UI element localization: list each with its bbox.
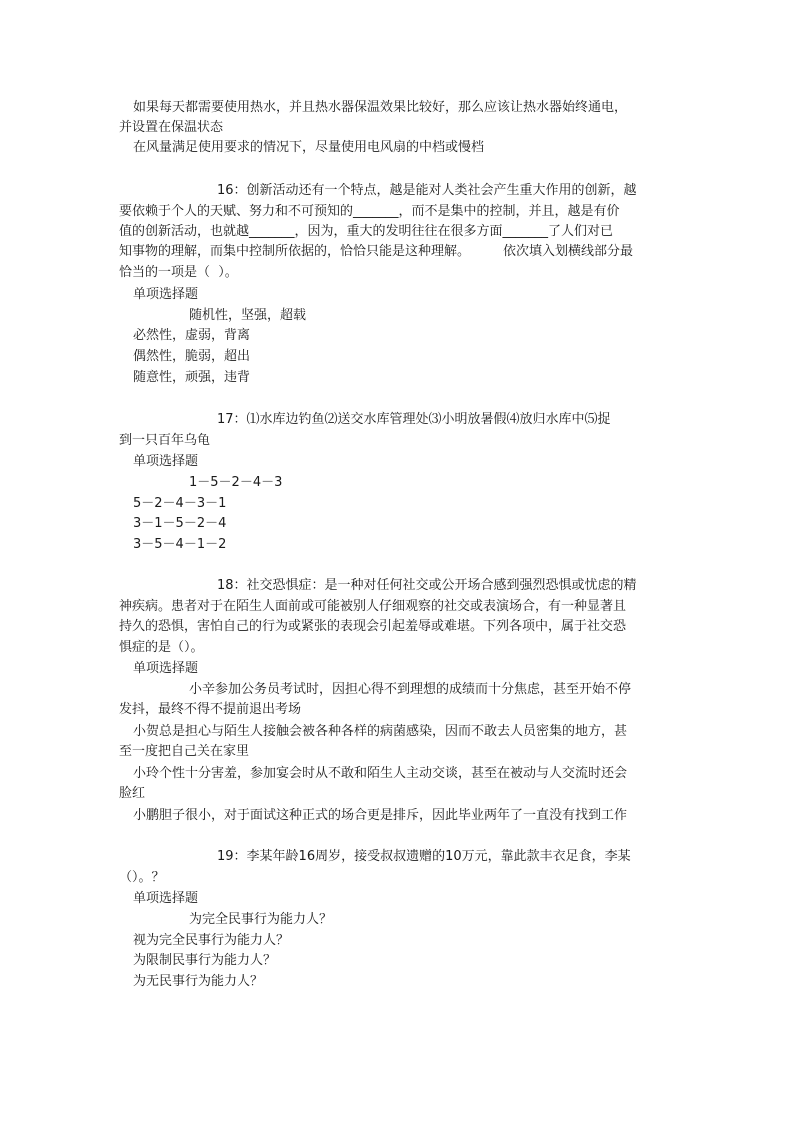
q19-question-type: 单项选择题 [133,891,199,906]
q18-stem-line-4: 惧症的是（）。 [119,640,204,655]
q16-option-b[interactable]: 必然性，虚弱，背离 [133,328,251,343]
q19-option-a[interactable]: 为完全民事行为能力人？ [189,912,333,927]
q17-option-b[interactable]: 5－2－4－3－1 [133,496,227,511]
q17-option-a[interactable]: 1－5－2－4－3 [189,475,283,490]
q19-option-b[interactable]: 视为完全民事行为能力人？ [133,933,290,948]
q19-option-d[interactable]: 为无民事行为能力人？ [133,974,264,989]
q16-stem-line-3: 值的创新活动，也就越_______，因为，重大的发明往往在很多方面_______了人们对已 [119,224,614,239]
q19-stem-line-2: （）。？ [119,870,165,885]
q16-stem-line-5: 恰当的一项是（ ）。 [119,265,238,280]
q16-stem-line-1: 16：创新活动还有一个特点，越是能对人类社会产生重大作用的创新，越 [217,183,637,198]
q18-stem-line-3: 持久的恐惧，害怕自己的行为或紧张的表现会引起羞辱或难堪。下列各项中，属于社交恐 [119,619,627,634]
intro-line-3: 在风量满足使用要求的情况下，尽量使用电风扇的中档或慢档 [133,140,485,155]
q18-question-type: 单项选择题 [133,661,199,676]
q16-option-a[interactable]: 随机性，坚强，超载 [189,308,307,323]
q18-option-b-line-1[interactable]: 小贺总是担心与陌生人接触会被各种各样的病菌感染，因而不敢去人员密集的地方，甚 [133,724,628,739]
q18-stem-line-1: 18：社交恐惧症：是一种对任何社交或公开场合感到强烈恐惧或忧虑的精 [217,578,637,593]
intro-line-2: 并设置在保温状态 [119,120,224,135]
q18-option-a-line-1[interactable]: 小辛参加公务员考试时，因担心得不到理想的成绩而十分焦虑，甚至开始不停 [189,682,632,697]
q16-question-type: 单项选择题 [133,287,199,302]
intro-line-1: 如果每天都需要使用热水，并且热水器保温效果比较好，那么应该让热水器始终通电， [133,100,628,115]
q18-option-a-line-2[interactable]: 发抖，最终不得不提前退出考场 [119,702,302,717]
q18-option-c-line-2[interactable]: 脸红 [119,786,146,801]
q17-question-type: 单项选择题 [133,454,199,469]
q16-option-c[interactable]: 偶然性，脆弱，超出 [133,349,251,364]
q18-stem-line-2: 神疾病。患者对于在陌生人面前或可能被别人仔细观察的社交或表演场合，有一种显著且 [119,599,627,614]
q17-stem-line-1: 17：⑴水库边钓鱼⑵送交水库管理处⑶小明放暑假⑷放归水库中⑸捉 [217,412,611,427]
q19-stem-line-1: 19：李某年龄16周岁，接受叔叔遗赠的10万元，靠此款丰衣足食，李某 [217,849,631,864]
q17-option-c[interactable]: 3－1－5－2－4 [133,516,227,531]
q16-option-d[interactable]: 随意性，顽强，违背 [133,370,251,385]
q19-option-c[interactable]: 为限制民事行为能力人？ [133,953,277,968]
q17-stem-line-2: 到一只百年乌龟 [119,433,211,448]
q18-option-b-line-2[interactable]: 至一度把自己关在家里 [119,744,250,759]
q16-stem-line-2: 要依赖于个人的天赋、努力和不可预知的_______，而不是集中的控制，并且，越是有价 [119,204,620,219]
q17-option-d[interactable]: 3－5－4－1－2 [133,537,227,552]
q16-stem-line-4: 知事物的理解，而集中控制所依据的，恰恰只能是这种理解。 依次填入划横线部分最 [119,244,634,259]
q18-option-d[interactable]: 小鹏胆子很小，对于面试这种正式的场合更是排斥，因此毕业两年了一直没有找到工作 [133,808,628,823]
q18-option-c-line-1[interactable]: 小玲个性十分害羞，参加宴会时从不敢和陌生人主动交谈，甚至在被动与人交流时还会 [133,766,628,781]
